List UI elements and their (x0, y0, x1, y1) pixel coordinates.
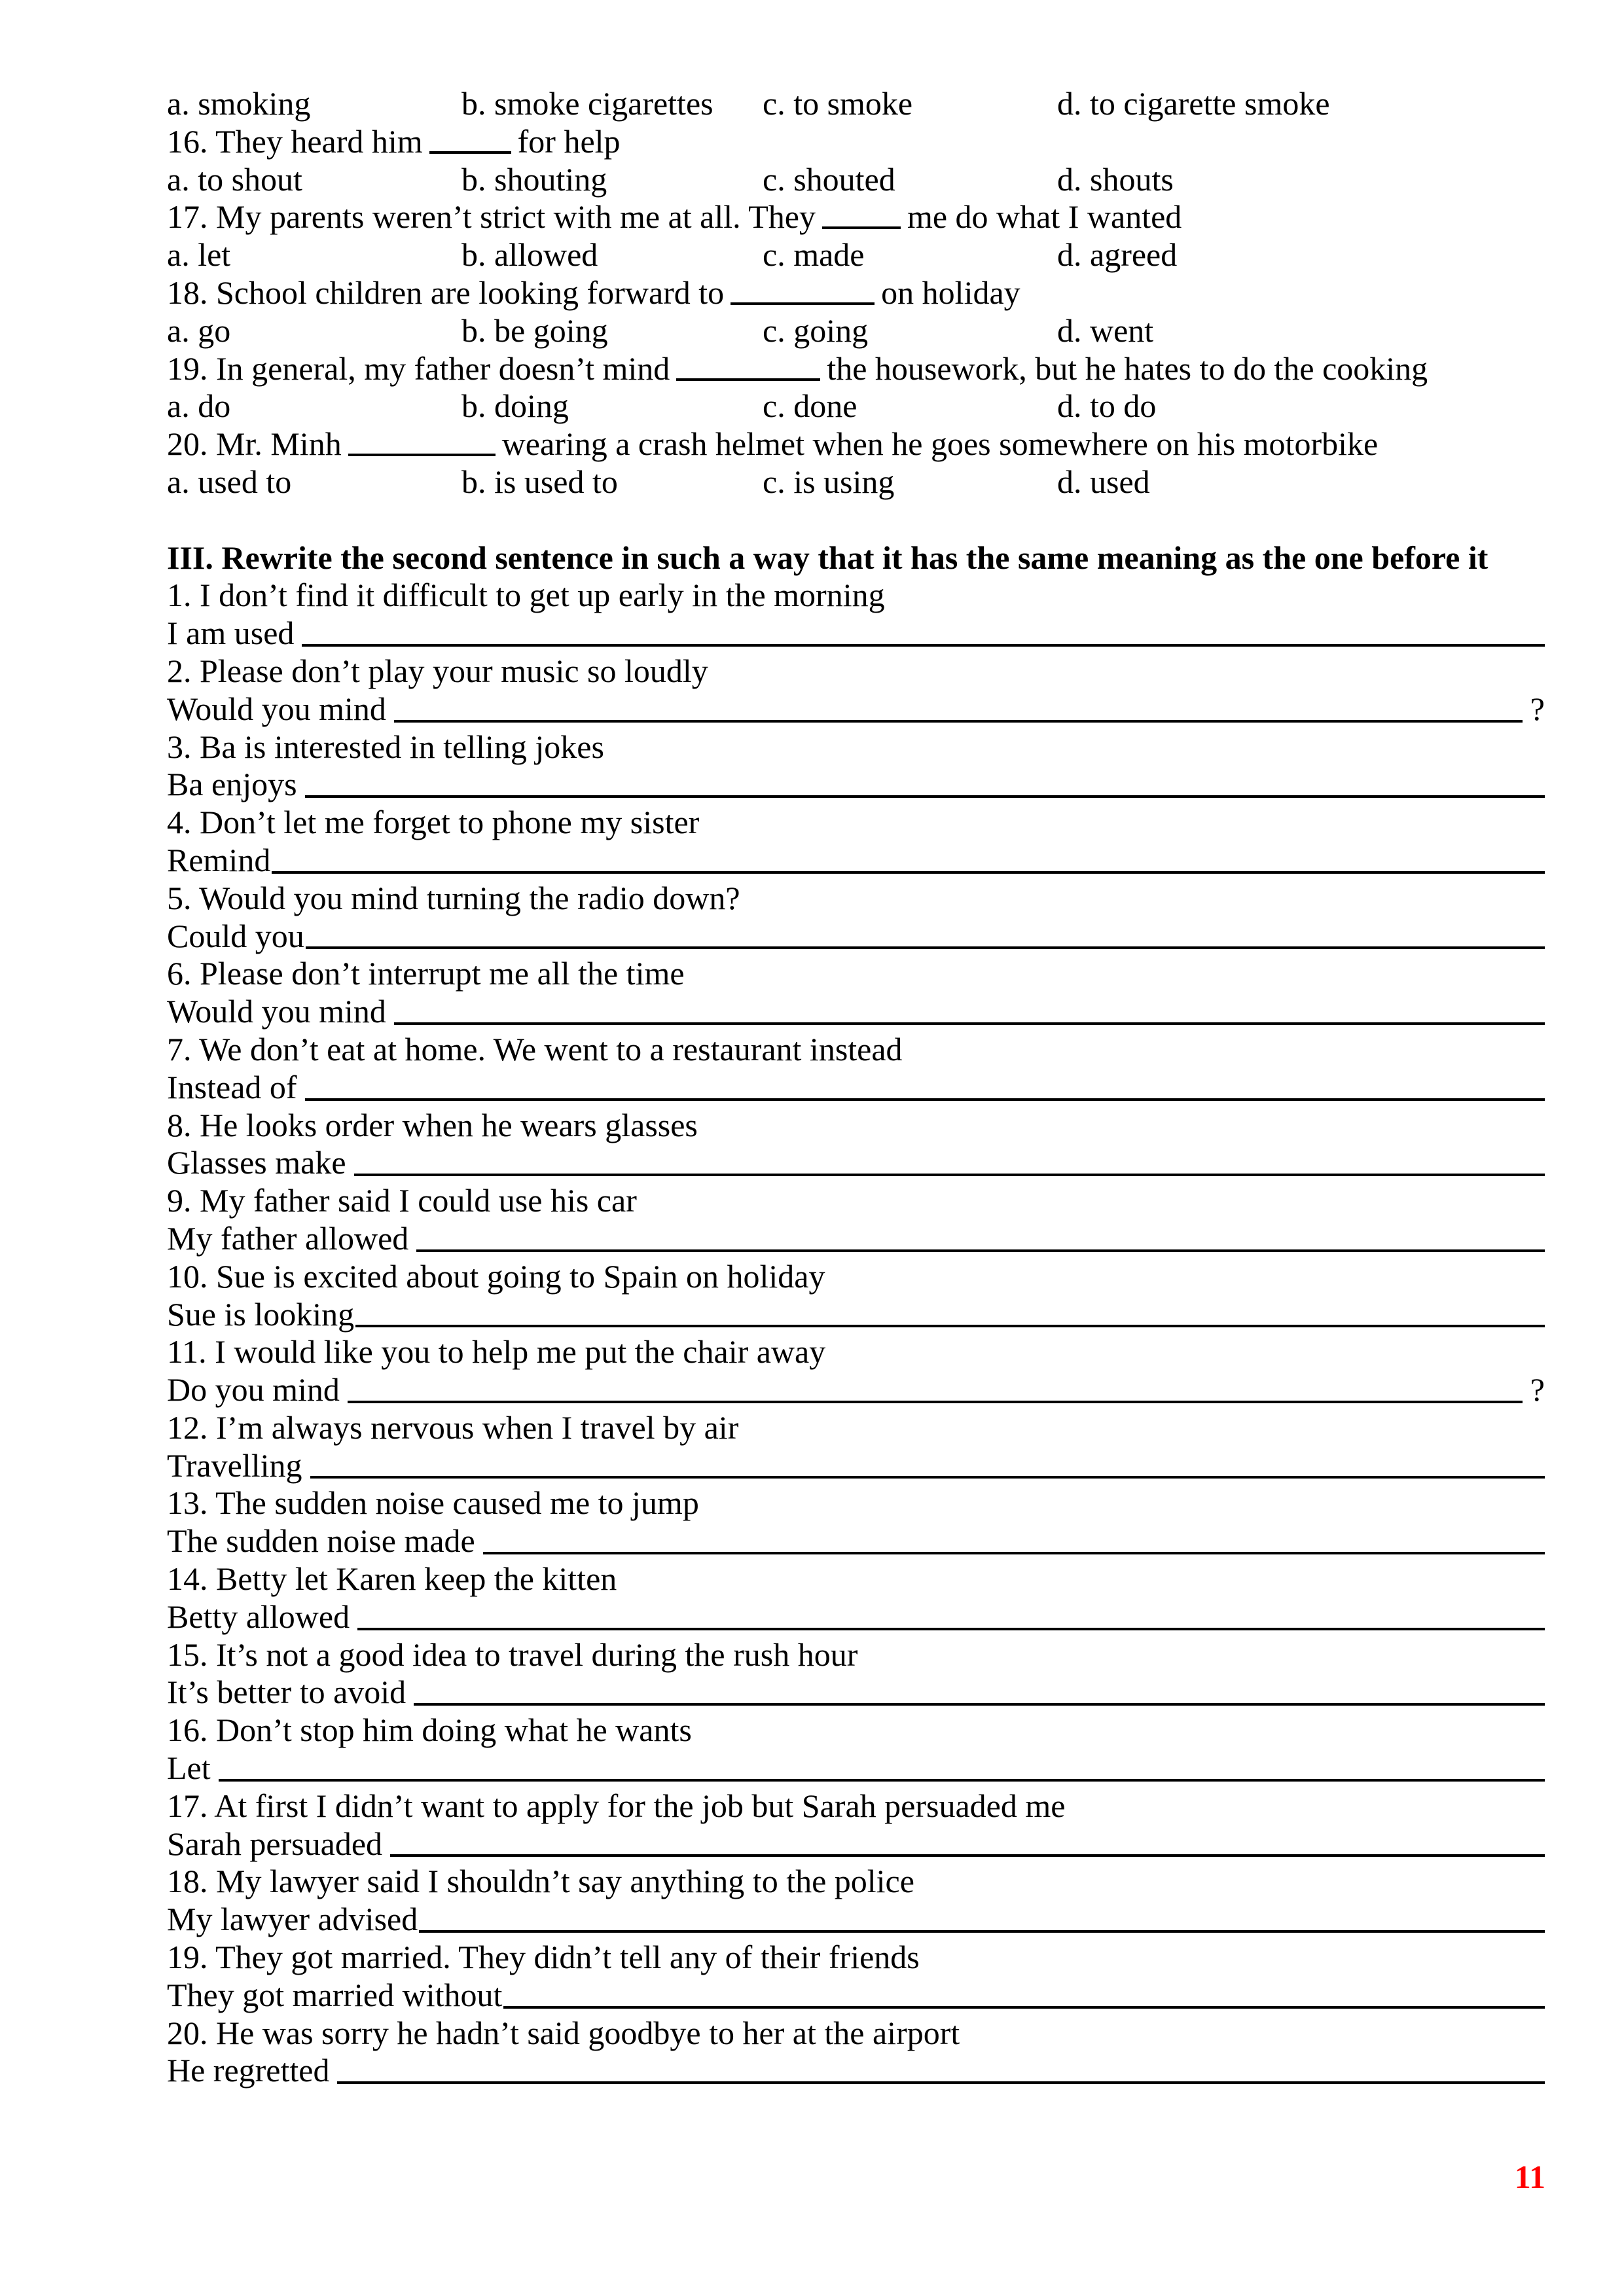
answer-prefix: Remind (167, 841, 271, 878)
option-b: b. smoke cigarettes (461, 85, 713, 122)
answer-suffix: ? (1530, 1371, 1545, 1408)
option-b: b. be going (461, 312, 608, 349)
source-sentence: 16. Don’t stop him doing what he wants (167, 1712, 692, 1749)
source-sentence: 1. I don’t find it difficult to get up early in the morning (167, 577, 885, 614)
answer-prefix: It’s better to avoid (167, 1674, 406, 1711)
option-c: c. made (763, 236, 865, 274)
source-sentence: 20. He was sorry he hadn’t said goodbye to her at the airport (167, 2014, 960, 2051)
option-b: b. is used to (461, 463, 618, 500)
source-sentence: 12. I’m always nervous when I travel by air (167, 1408, 739, 1446)
answer-prefix: Betty allowed (167, 1598, 350, 1635)
source-sentence: 14. Betty let Karen keep the kitten (167, 1560, 617, 1598)
rewrite-item (167, 1409, 1545, 1485)
option-c: c. to smoke (763, 85, 913, 122)
mc-question (167, 425, 1545, 463)
answer-options-row (167, 161, 1545, 199)
option-c: c. done (763, 387, 857, 425)
answer-options-row (167, 312, 1545, 350)
option-b: b. allowed (461, 236, 598, 274)
answer-line (219, 1779, 1545, 1782)
source-sentence: 4. Don’t let me forget to phone my sister (167, 804, 700, 841)
source-sentence: 10. Sue is excited about going to Spain on holiday (167, 1257, 825, 1295)
answer-row (167, 1674, 1545, 1712)
answer-prefix: Would you mind (167, 993, 386, 1030)
answer-row (167, 1371, 1545, 1409)
answer-line (416, 1249, 1545, 1252)
answer-row (167, 842, 1545, 880)
answer-line (306, 946, 1545, 949)
rewrite-item (167, 1939, 1545, 2015)
answer-prefix: Sue is looking (167, 1295, 355, 1333)
part3-section-title: III. Rewrite the second sentence in such a way that it has the same meaning as the one before it (167, 539, 1489, 576)
answer-row (167, 1901, 1545, 1939)
rewrite-item (167, 1636, 1545, 1712)
answer-row (167, 1522, 1545, 1560)
option-b: b. shouting (461, 160, 607, 198)
answer-prefix: I am used (167, 615, 295, 652)
source-sentence: 19. They got married. They didn’t tell any of their friends (167, 1939, 920, 1976)
source-sentence: 2. Please don’t play your music so loudly (167, 652, 708, 689)
answer-row (167, 1296, 1545, 1334)
question-text-post: on holiday (881, 274, 1020, 311)
mc-question (167, 123, 1545, 161)
option-d: d. to cigarette smoke (1057, 85, 1330, 122)
answer-options-row (167, 463, 1545, 501)
rewrite-item (167, 1333, 1545, 1409)
answer-line (357, 1628, 1545, 1630)
option-a: a. do (167, 387, 231, 425)
answer-line (337, 2081, 1545, 2084)
answer-line (394, 720, 1523, 723)
rewrite-item (167, 1182, 1545, 1258)
rewrite-item (167, 1712, 1545, 1787)
answer-prefix: Sarah persuaded (167, 1825, 383, 1862)
answer-line (354, 1174, 1545, 1176)
part2-multiple-choice-section (167, 85, 1545, 501)
answer-row (167, 1977, 1545, 2015)
mc-question (167, 274, 1545, 312)
answer-line (419, 1930, 1545, 1933)
answer-prefix: Ba enjoys (167, 766, 297, 803)
answer-row (167, 766, 1545, 804)
question-text-pre: 18. School children are looking forward to (167, 274, 725, 311)
source-sentence: 3. Ba is interested in telling jokes (167, 728, 604, 765)
answer-line (272, 871, 1545, 874)
source-sentence: 9. My father said I could use his car (167, 1182, 637, 1219)
option-b: b. doing (461, 387, 569, 425)
answer-prefix: My father allowed (167, 1219, 409, 1257)
answer-prefix: Do you mind (167, 1371, 340, 1408)
source-sentence: 15. It’s not a good idea to travel during the rush hour (167, 1636, 858, 1673)
answer-line (483, 1552, 1545, 1554)
option-a: a. used to (167, 463, 292, 500)
answer-line (390, 1854, 1545, 1857)
part3-rewrite-section (167, 577, 1545, 2090)
answer-line (394, 1022, 1545, 1025)
mc-question (167, 198, 1545, 236)
mc-question (167, 350, 1545, 388)
answer-blank (822, 226, 901, 229)
rewrite-item (167, 1863, 1545, 1939)
answer-row (167, 1749, 1545, 1787)
option-d: d. agreed (1057, 236, 1178, 274)
answer-prefix: Let (167, 1749, 211, 1787)
rewrite-item (167, 728, 1545, 804)
answer-prefix: Travelling (167, 1446, 302, 1484)
rewrite-item (167, 1787, 1545, 1863)
answer-row (167, 1598, 1545, 1636)
source-sentence: 8. He looks order when he wears glasses (167, 1106, 698, 1143)
answer-prefix: He regretted (167, 2052, 330, 2089)
answer-prefix: The sudden noise made (167, 1522, 475, 1560)
source-sentence: 6. Please don’t interrupt me all the time (167, 955, 685, 992)
source-sentence: 17. At first I didn’t want to apply for the job but Sarah persuaded me (167, 1787, 1066, 1824)
answer-line (348, 1401, 1523, 1403)
answer-line (310, 1476, 1545, 1479)
answer-line (305, 795, 1545, 798)
option-d: d. used (1057, 463, 1150, 500)
answer-row (167, 691, 1545, 728)
rewrite-item (167, 2015, 1545, 2090)
question-text-post: wearing a crash helmet when he goes somewhere on his motorbike (501, 425, 1379, 463)
question-text-post: the housework, but he hates to do the cooking (827, 350, 1428, 387)
source-sentence: 18. My lawyer said I shouldn’t say anything to the police (167, 1863, 914, 1900)
answer-row (167, 1447, 1545, 1485)
question-text-pre: 20. Mr. Minh (167, 425, 342, 463)
answer-blank (348, 454, 496, 456)
answer-blank (676, 378, 820, 381)
answer-line (503, 2006, 1545, 2009)
option-c: c. going (763, 312, 869, 349)
option-c: c. is using (763, 463, 895, 500)
answer-prefix: Instead of (167, 1068, 297, 1105)
option-a: a. let (167, 236, 231, 274)
answer-suffix: ? (1530, 690, 1545, 727)
question-text-post: for help (517, 122, 621, 160)
rewrite-item (167, 880, 1545, 956)
source-sentence: 13. The sudden noise caused me to jump (167, 1484, 699, 1522)
answer-options-row (167, 236, 1545, 274)
answer-row (167, 1069, 1545, 1107)
answer-options-row (167, 85, 1545, 123)
option-a: a. go (167, 312, 231, 349)
answer-options-row (167, 387, 1545, 425)
rewrite-item (167, 1258, 1545, 1334)
answer-row (167, 1825, 1545, 1863)
question-text-post: me do what I wanted (907, 198, 1182, 236)
option-c: c. shouted (763, 160, 895, 198)
rewrite-item (167, 804, 1545, 880)
option-a: a. to shout (167, 160, 302, 198)
rewrite-item (167, 1560, 1545, 1636)
answer-prefix: Would you mind (167, 690, 386, 727)
answer-prefix: My lawyer advised (167, 1901, 418, 1938)
question-text-pre: 19. In general, my father doesn’t mind (167, 350, 670, 387)
rewrite-item (167, 1107, 1545, 1183)
rewrite-item (167, 577, 1545, 653)
rewrite-item (167, 1484, 1545, 1560)
answer-line (414, 1703, 1545, 1706)
rewrite-item (167, 653, 1545, 728)
source-sentence: 11. I would like you to help me put the chair away (167, 1333, 826, 1371)
answer-blank (429, 151, 511, 154)
answer-row (167, 1144, 1545, 1182)
answer-row (167, 1220, 1545, 1258)
answer-prefix: Could you (167, 917, 304, 954)
answer-prefix: Glasses make (167, 1144, 346, 1181)
page-number: 11 (1514, 2159, 1545, 2195)
rewrite-item (167, 955, 1545, 1031)
source-sentence: 5. Would you mind turning the radio down? (167, 879, 740, 916)
answer-row (167, 2052, 1545, 2090)
source-sentence: 7. We don’t eat at home. We went to a restaurant instead (167, 1030, 903, 1067)
option-d: d. shouts (1057, 160, 1174, 198)
question-text-pre: 17. My parents weren’t strict with me at all. They (167, 198, 816, 236)
answer-row (167, 993, 1545, 1031)
answer-line (355, 1325, 1545, 1327)
option-a: a. smoking (167, 85, 311, 122)
rewrite-item (167, 1031, 1545, 1107)
question-text-pre: 16. They heard him (167, 122, 423, 160)
answer-row (167, 918, 1545, 956)
worksheet-content (167, 85, 1545, 2090)
answer-prefix: They got married without (167, 1976, 503, 2013)
option-d: d. to do (1057, 387, 1157, 425)
answer-blank (731, 302, 875, 305)
answer-line (305, 1098, 1545, 1101)
answer-row (167, 615, 1545, 653)
answer-line (302, 644, 1545, 647)
option-d: d. went (1057, 312, 1154, 349)
